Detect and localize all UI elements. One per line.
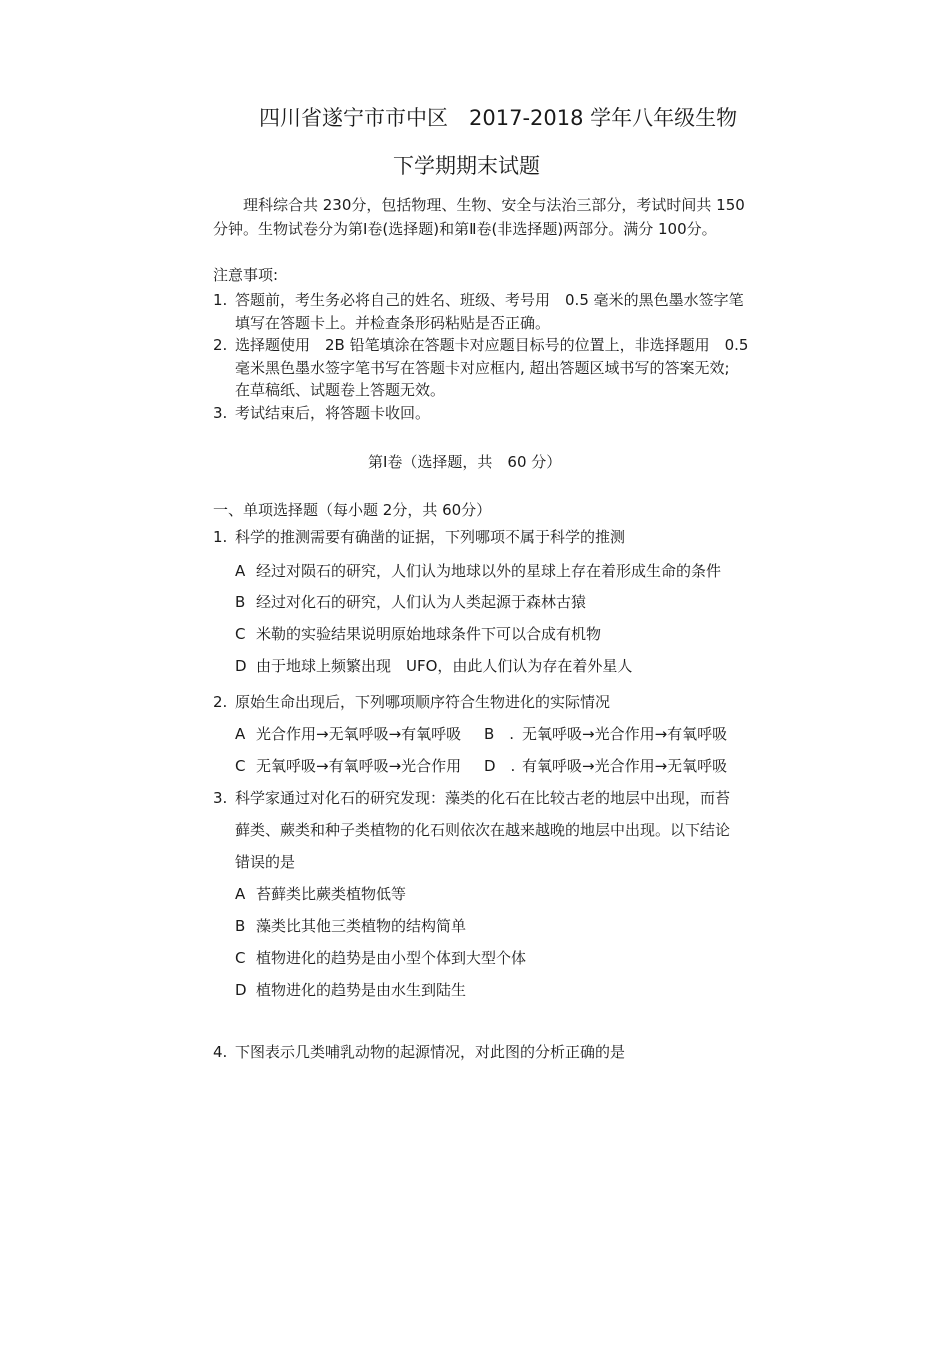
- option-letter: B .: [484, 725, 515, 743]
- question-stem: 藓类、蕨类和种子类植物的化石则依次在越来越晚的地层中出现。以下结论: [235, 821, 731, 839]
- option-text: 无氧呼吸→光合作用→有氧呼吸: [522, 725, 728, 743]
- question-stem: 下图表示几类哺乳动物的起源情况，对此图的分析正确的是: [235, 1043, 626, 1061]
- intro-line-1: 理科综合共 230分，包括物理、生物、安全与法治三部分，考试时间共 150: [243, 196, 745, 214]
- question-stem: 科学家通过对化石的研究发现：藻类的化石在比较古老的地层中出现，而苔: [235, 789, 731, 807]
- notice-text: 毫米黑色墨水签字笔书写在答题卡对应框内, 超出答题区域书写的答案无效;: [235, 359, 730, 377]
- question-number: 2.: [213, 693, 228, 711]
- question-number: 4.: [213, 1043, 228, 1061]
- option-text: 苔藓类比蕨类植物低等: [256, 885, 407, 903]
- option-letter: A: [235, 725, 246, 743]
- option-letter: B: [235, 593, 246, 611]
- section-title: 第Ⅰ卷（选择题，共 60 分）: [368, 453, 562, 471]
- option-text: 无氧呼吸→有氧呼吸→光合作用: [256, 757, 462, 775]
- question-stem: 科学的推测需要有确凿的证据，下列哪项不属于科学的推测: [235, 528, 626, 546]
- question-stem: 错误的是: [235, 853, 296, 871]
- exam-title-line2: 下学期期末试题: [393, 154, 540, 178]
- part-heading: 一、单项选择题（每小题 2分，共 60分）: [213, 501, 492, 519]
- option-letter: D .: [484, 757, 516, 775]
- option-text: 经过对化石的研究，人们认为人类起源于森林古猿: [256, 593, 587, 611]
- notice-text: 选择题使用 2B 铅笔填涂在答题卡对应题目标号的位置上，非选择题用 0.5: [235, 336, 749, 354]
- option-text: 植物进化的趋势是由水生到陆生: [256, 981, 467, 999]
- option-text: 由于地球上频繁出现 UFO，由此人们认为存在着外星人: [256, 657, 633, 675]
- option-letter: A: [235, 885, 246, 903]
- option-letter: C: [235, 757, 246, 775]
- question-number: 3.: [213, 789, 228, 807]
- question-number: 1.: [213, 528, 228, 546]
- notice-text: 在草稿纸、试题卷上答题无效。: [235, 381, 446, 399]
- notice-heading: 注意事项:: [213, 266, 279, 284]
- option-letter: B: [235, 917, 246, 935]
- option-letter: A: [235, 562, 246, 580]
- notice-number: 3.: [213, 404, 228, 422]
- option-letter: C: [235, 949, 246, 967]
- option-letter: C: [235, 625, 246, 643]
- option-text: 植物进化的趋势是由小型个体到大型个体: [256, 949, 527, 967]
- notice-number: 2.: [213, 336, 228, 354]
- notice-number: 1.: [213, 291, 228, 309]
- option-letter: D: [235, 657, 247, 675]
- option-text: 米勒的实验结果说明原始地球条件下可以合成有机物: [256, 625, 602, 643]
- option-letter: D: [235, 981, 247, 999]
- option-text: 有氧呼吸→光合作用→无氧呼吸: [522, 757, 728, 775]
- exam-title-line1: 四川省遂宁市市中区 2017-2018 学年八年级生物: [259, 106, 738, 130]
- notice-text: 答题前，考生务必将自己的姓名、班级、考号用 0.5 毫米的黑色墨水签字笔: [235, 291, 744, 309]
- option-text: 经过对陨石的研究，人们认为地球以外的星球上存在着形成生命的条件: [256, 562, 722, 580]
- question-stem: 原始生命出现后，下列哪项顺序符合生物进化的实际情况: [235, 693, 611, 711]
- notice-text: 填写在答题卡上。并检查条形码粘贴是否正确。: [235, 314, 551, 332]
- option-text: 光合作用→无氧呼吸→有氧呼吸: [256, 725, 462, 743]
- option-text: 藻类比其他三类植物的结构简单: [256, 917, 467, 935]
- intro-line-2: 分钟。生物试卷分为第Ⅰ卷(选择题)和第Ⅱ卷(非选择题)两部分。满分 100分。: [213, 220, 717, 238]
- notice-text: 考试结束后，将答题卡收回。: [235, 404, 431, 422]
